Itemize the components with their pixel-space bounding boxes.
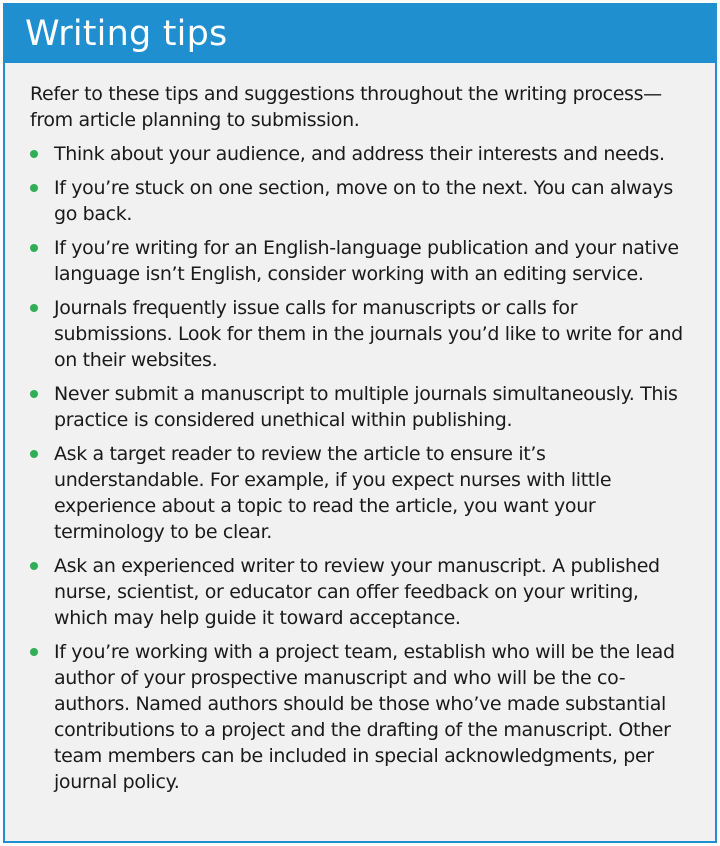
tips-list (30, 141, 693, 795)
tip-text: Never submit a manuscript to multiple journals simultaneously. This practice is considered unethical within publishing. (54, 383, 678, 431)
bullet-icon (30, 450, 38, 458)
tip-item (30, 553, 693, 631)
tip-text: If you’re stuck on one section, move on to the next. You can always go back. (54, 177, 673, 225)
bullet-icon (30, 390, 38, 398)
tip-item (30, 175, 693, 227)
bullet-icon (30, 150, 38, 158)
box-content (5, 63, 715, 795)
tip-text: If you’re working with a project team, establish who will be the lead author of your prospective manuscript and who will be the co-authors. Named authors should be those who’ve made substantial contributions to a project and the drafting of the manuscript. Other team members can be included in special acknowledgments, per journal policy. (54, 641, 675, 793)
bullet-icon (30, 648, 38, 656)
tip-item (30, 381, 693, 433)
bullet-icon (30, 304, 38, 312)
intro-text: Refer to these tips and suggestions throughout the writing process—from article planning to submission. (30, 83, 662, 131)
tip-item (30, 295, 693, 373)
bullet-icon (30, 244, 38, 252)
bullet-icon (30, 184, 38, 192)
writing-tips-box (3, 3, 717, 843)
tip-text: Journals frequently issue calls for manuscripts or calls for submissions. Look for them in the journals you’d like to write for and on their websites. (54, 297, 683, 371)
tip-text: Think about your audience, and address their interests and needs. (54, 143, 665, 165)
box-title: Writing tips (25, 13, 228, 54)
tip-item (30, 235, 693, 287)
tip-item (30, 441, 693, 545)
tip-text: Ask an experienced writer to review your manuscript. A published nurse, scientist, or educator can offer feedback on your writing, which may help guide it toward acceptance. (54, 555, 660, 629)
tip-text: If you’re writing for an English-language publication and your native language isn’t English, consider working with an editing service. (54, 237, 679, 285)
bullet-icon (30, 562, 38, 570)
tip-text: Ask a target reader to review the article to ensure it’s understandable. For example, if you expect nurses with little experience about a topic to read the article, you want your terminology to be clear. (54, 443, 612, 543)
box-header (5, 5, 715, 63)
tip-item (30, 141, 693, 167)
tip-item (30, 639, 693, 795)
